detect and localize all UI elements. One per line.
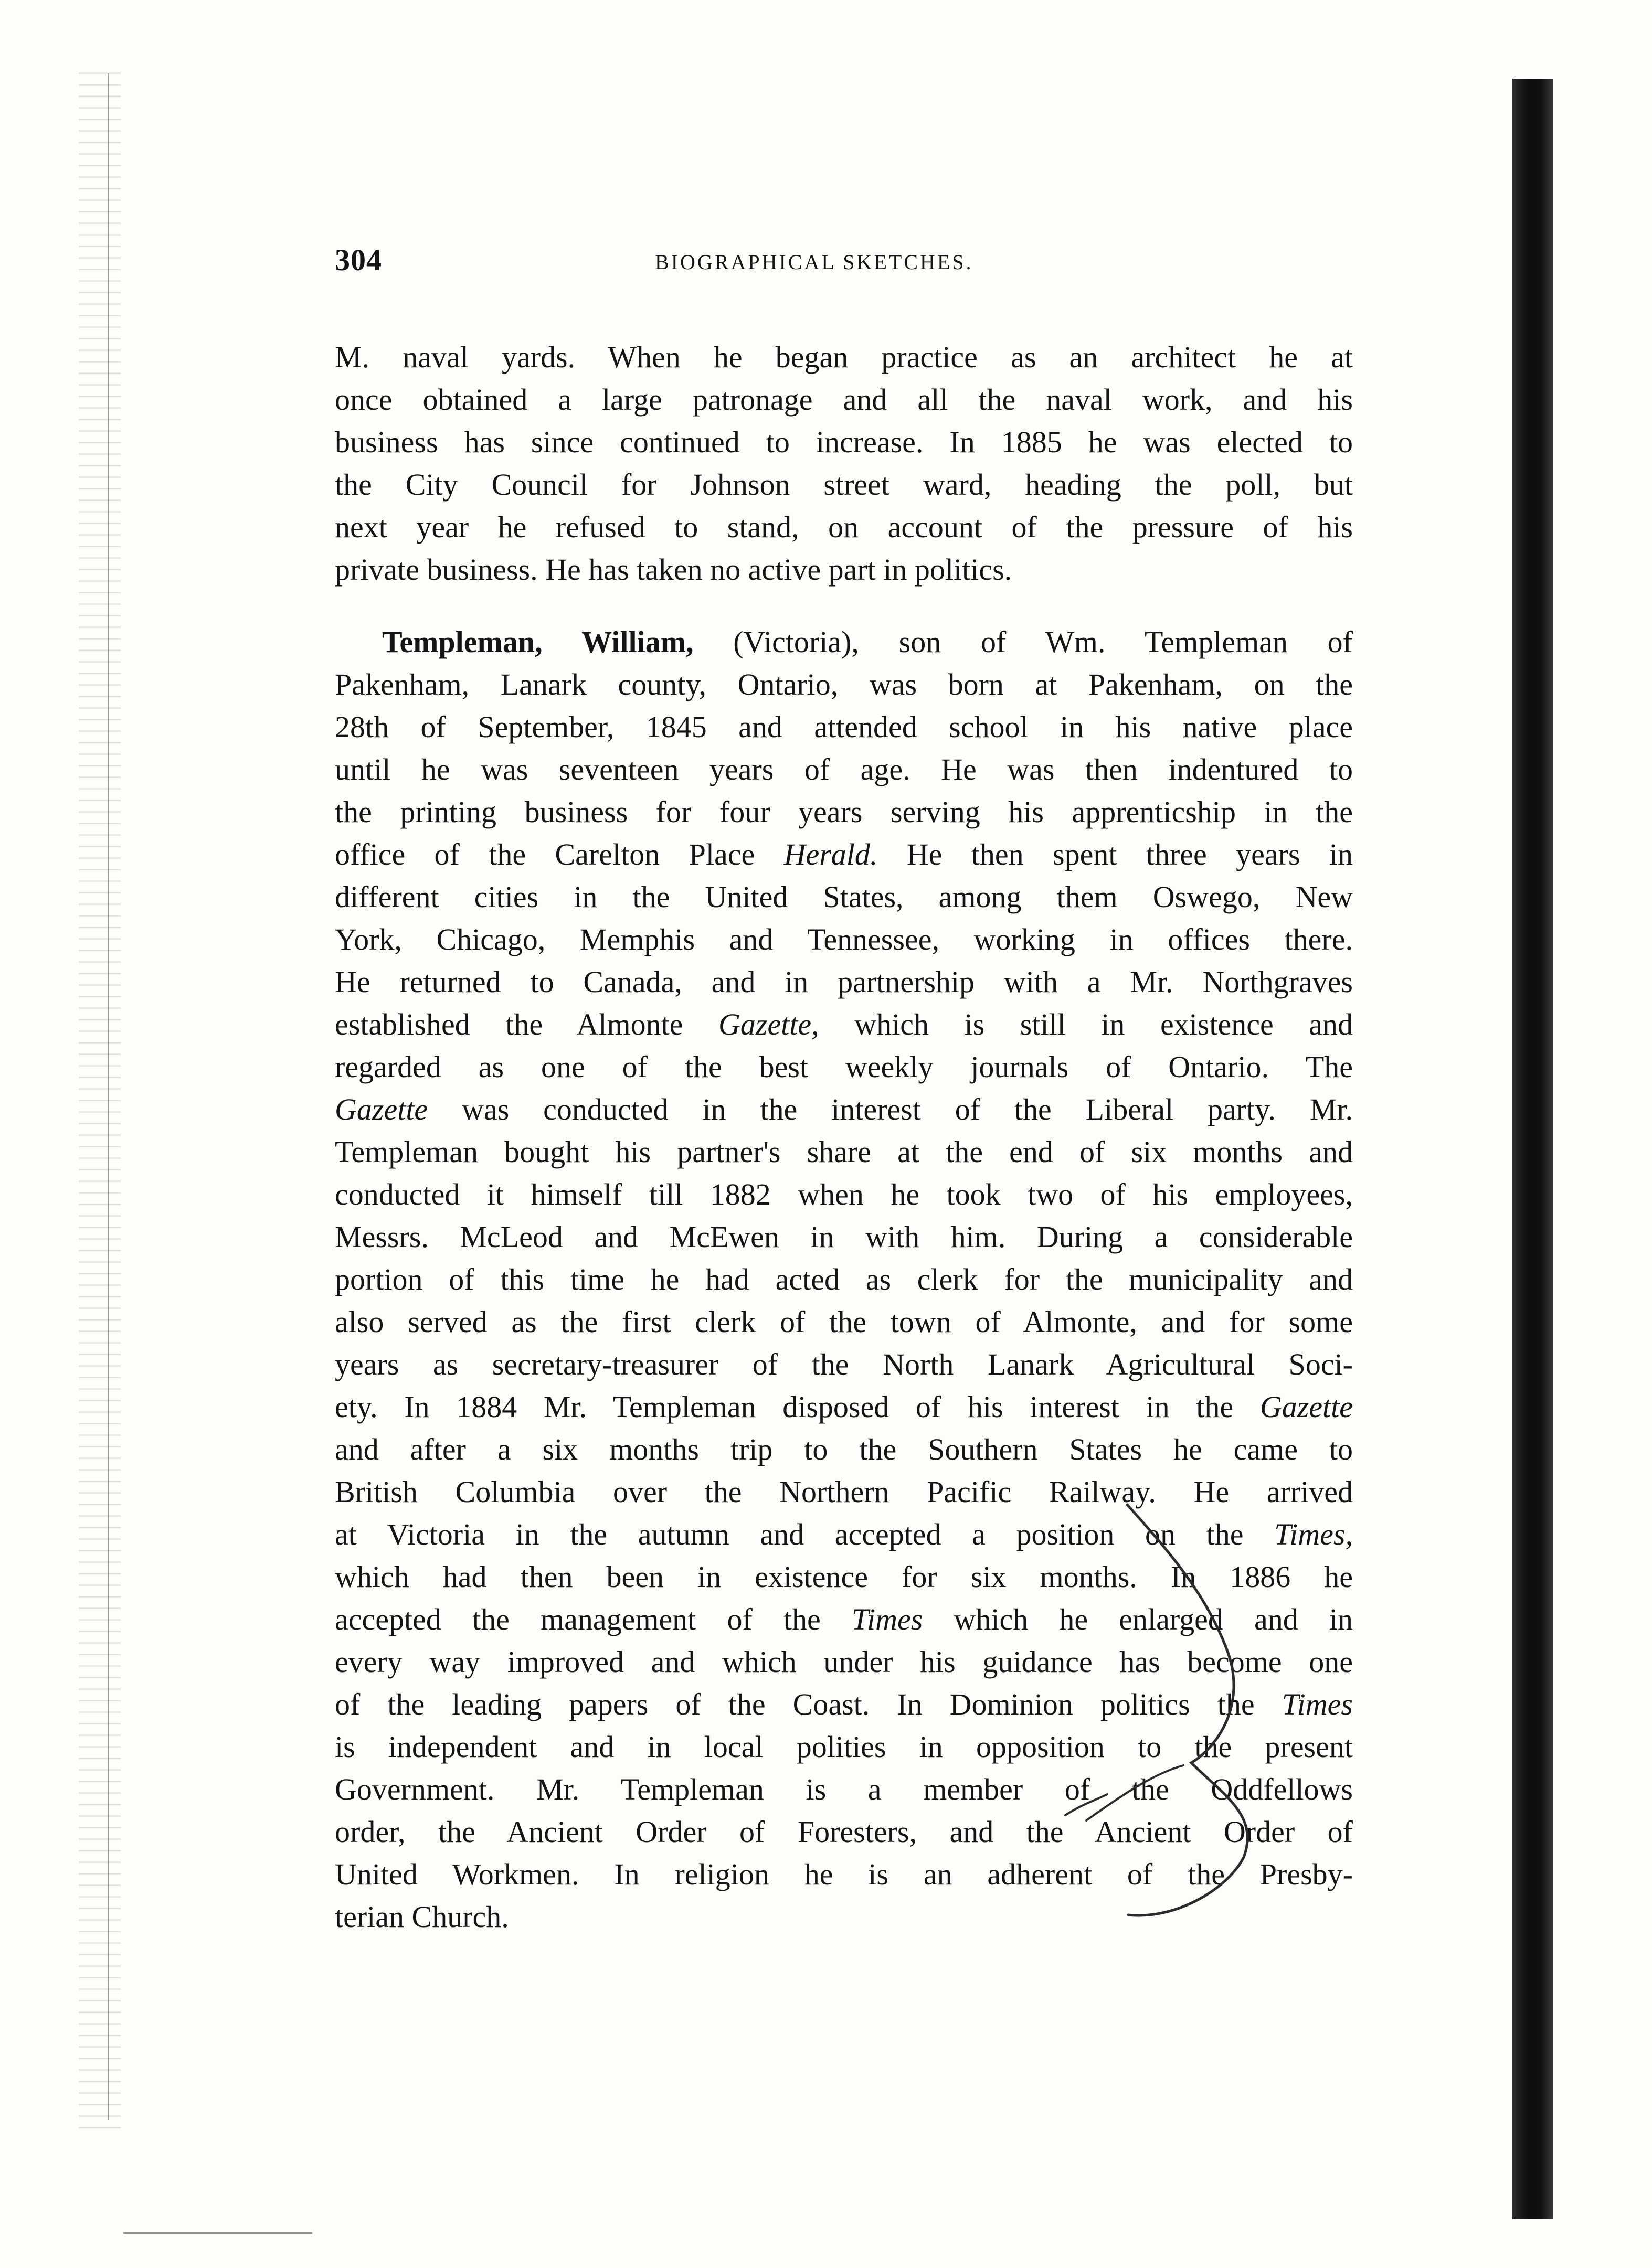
text-line <box>335 1088 1353 1131</box>
text-line <box>335 621 1353 663</box>
text-span: which he enlarged and in <box>923 1602 1353 1636</box>
text-line: business has since continued to increase. In 1885 he was elected to <box>335 425 1353 459</box>
text-line: Government. Mr. Templeman is a member of the Oddfellows <box>335 1772 1353 1806</box>
newspaper-title: Gazette <box>335 1092 428 1126</box>
text-span: established the Almonte <box>335 1007 718 1041</box>
text-line: once obtained a large patronage and all the naval work, and his <box>335 382 1353 417</box>
newspaper-title: Times, <box>1274 1517 1353 1551</box>
paragraph-templeman <box>335 621 1353 1938</box>
newspaper-title: Times <box>851 1602 923 1636</box>
text-span: accepted the management of the <box>335 1602 852 1636</box>
text-line: which had then been in existence for six months. In 1886 he <box>335 1560 1353 1594</box>
newspaper-title: Times <box>1282 1687 1353 1721</box>
text-line: conducted it himself till 1882 when he took two of his employees, <box>335 1177 1353 1211</box>
text-line: and after a six months trip to the Southern States he came to <box>335 1432 1353 1466</box>
text-line: until he was seventeen years of age. He was then indentured to <box>335 752 1353 786</box>
body-text <box>335 336 1353 1938</box>
text-span: of the leading papers of the Coast. In Dominion politics the <box>335 1687 1282 1721</box>
text-line: every way improved and which under his guidance has become one <box>335 1645 1353 1679</box>
text-line: terian Church. <box>335 1900 509 1934</box>
text-span: He then spent three years in <box>877 837 1353 871</box>
text-span: which is still in existence and <box>819 1007 1353 1041</box>
newspaper-title: Herald. <box>783 837 878 871</box>
text-line <box>335 1598 1353 1641</box>
text-line: portion of this time he had acted as clerk for the municipality and <box>335 1262 1353 1296</box>
text-line: He returned to Canada, and in partnership with a Mr. Northgraves <box>335 965 1353 999</box>
text-line <box>335 1683 1353 1726</box>
text-line: Messrs. McLeod and McEwen in with him. During a considerable <box>335 1220 1353 1254</box>
text-line: also served as the first clerk of the town of Almonte, and for some <box>335 1305 1353 1339</box>
text-line <box>335 1513 1353 1556</box>
paragraph-architect <box>335 336 1353 591</box>
text-span: at Victoria in the autumn and accepted a position on the <box>335 1517 1275 1551</box>
text-line <box>335 1003 1353 1046</box>
text-span: office of the Carelton Place <box>335 837 784 871</box>
newspaper-title: Gazette <box>1259 1390 1353 1424</box>
text-line: regarded as one of the best weekly journals of Ontario. The <box>335 1050 1353 1084</box>
text-line: is independent and in local polities in opposition to the present <box>335 1730 1353 1764</box>
text-line: British Columbia over the Northern Pacific Railway. He arrived <box>335 1475 1353 1509</box>
text-span: (Victoria), son of Wm. Templeman of <box>693 625 1353 659</box>
text-line: M. naval yards. When he began practice as an architect he at <box>335 340 1353 374</box>
text-span: was conducted in the interest of the Liberal party. Mr. <box>428 1092 1353 1126</box>
text-line: Pakenham, Lanark county, Ontario, was born at Pakenham, on the <box>335 667 1353 701</box>
scan-left-edge-line <box>108 73 109 2120</box>
running-head: BIOGRAPHICAL SKETCHES. <box>655 250 973 274</box>
text-line: next year he refused to stand, on account of the pressure of his <box>335 510 1353 544</box>
text-line: the printing business for four years serving his apprenticship in the <box>335 795 1353 829</box>
text-line <box>335 833 1353 876</box>
text-line: York, Chicago, Memphis and Tennessee, working in offices there. <box>335 922 1353 956</box>
text-line: the City Council for Johnson street ward, heading the poll, but <box>335 467 1353 502</box>
scan-right-edge-shadow <box>1512 79 1553 2219</box>
text-line: years as secretary-treasurer of the North Lanark Agricultural Soci- <box>335 1347 1353 1381</box>
biography-name: Templeman, William, <box>382 625 694 659</box>
text-line: private business. He has taken no active part in politics. <box>335 552 1012 587</box>
text-line: order, the Ancient Order of Foresters, and the Ancient Order of <box>335 1815 1353 1849</box>
page-header <box>335 242 1384 284</box>
text-span: ety. In 1884 Mr. Templeman disposed of his interest in the <box>335 1390 1260 1424</box>
text-line: Templeman bought his partner's share at the end of six months and <box>335 1135 1353 1169</box>
text-line: United Workmen. In religion he is an adherent of the Presby- <box>335 1857 1353 1891</box>
scan-left-edge-artifact <box>79 63 121 2135</box>
text-line <box>335 1386 1353 1428</box>
page-number: 304 <box>335 243 382 277</box>
text-line: different cities in the United States, among them Oswego, New <box>335 880 1353 914</box>
newspaper-title: Gazette, <box>718 1007 819 1041</box>
text-line: 28th of September, 1845 and attended school in his native place <box>335 710 1353 744</box>
scan-bottom-mark <box>123 2232 312 2234</box>
